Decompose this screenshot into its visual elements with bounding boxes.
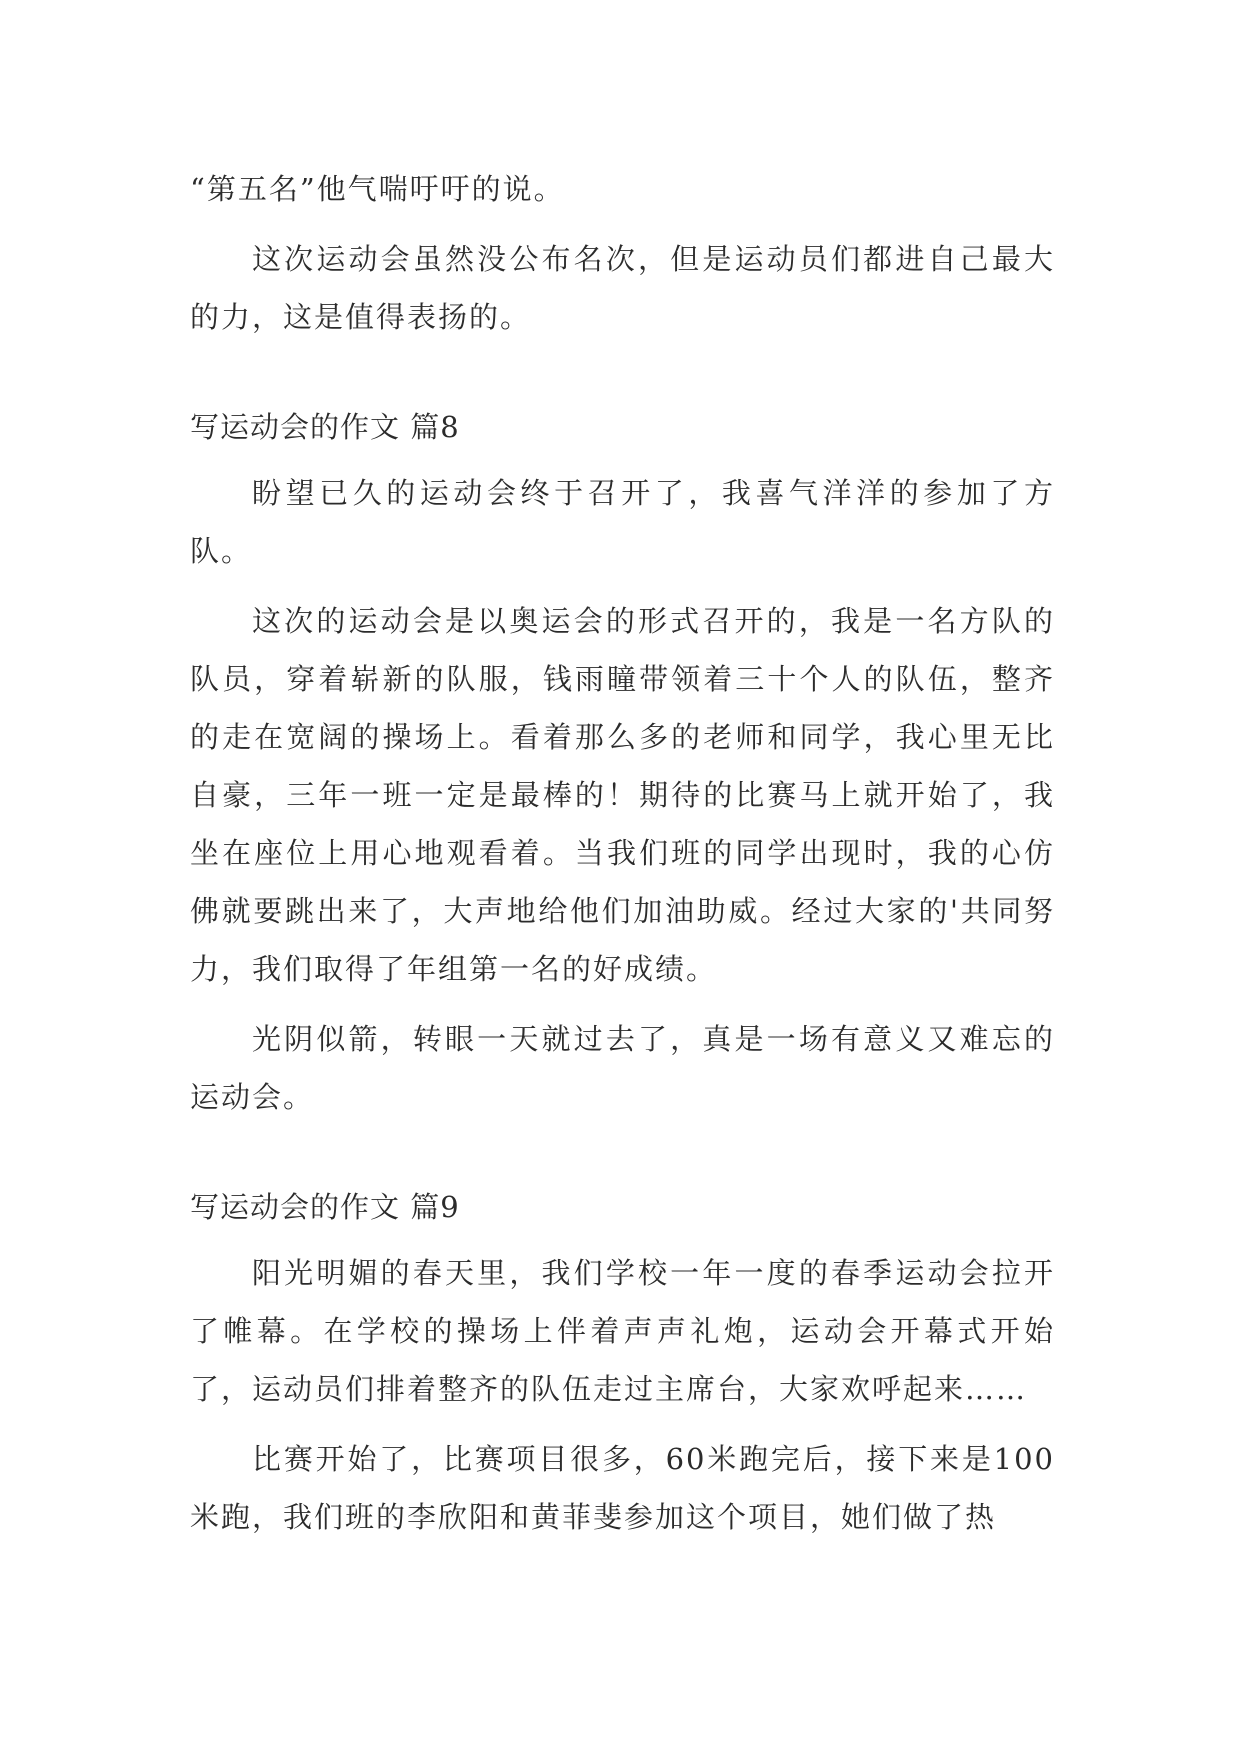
section-heading: 写运动会的作文 篇9 bbox=[190, 1190, 460, 1224]
section-heading: 写运动会的作文 篇8 bbox=[190, 410, 460, 444]
paragraph: 阳光明媚的春天里，我们学校一年一度的春季运动会拉开了帷幕。在学校的操场上伴着声声礼炮，运动会开幕式开始了，运动员们排着整齐的队伍走过主席台，大家欢呼起来…… bbox=[190, 1256, 1055, 1406]
paragraph: 比赛开始了，比赛项目很多，60米跑完后，接下来是100米跑，我们班的李欣阳和黄菲斐参加这个项目，她们做了热 bbox=[190, 1442, 1055, 1534]
paragraph: 盼望已久的运动会终于召开了，我喜气洋洋的参加了方队。 bbox=[190, 476, 1055, 568]
document-body bbox=[190, 160, 1055, 1558]
paragraph: 这次运动会虽然没公布名次，但是运动员们都进自己最大的力，这是值得表扬的。 bbox=[190, 242, 1055, 334]
paragraph: “第五名”他气喘吁吁的说。 bbox=[190, 172, 565, 206]
paragraph: 光阴似箭，转眼一天就过去了，真是一场有意义又难忘的运动会。 bbox=[190, 1022, 1055, 1114]
paragraph: 这次的运动会是以奥运会的形式召开的，我是一名方队的队员，穿着崭新的队服，钱雨瞳带领着三十个人的队伍，整齐的走在宽阔的操场上。看着那么多的老师和同学，我心里无比自豪，三年一班一定是最棒的！期待的比赛马上就开始了，我坐在座位上用心地观看着。当我们班的同学出现时，我的心仿佛就要跳出来了，大声地给他们加油助威。经过大家的'共同努力，我们取得了年组第一名的好成绩。 bbox=[190, 604, 1055, 986]
